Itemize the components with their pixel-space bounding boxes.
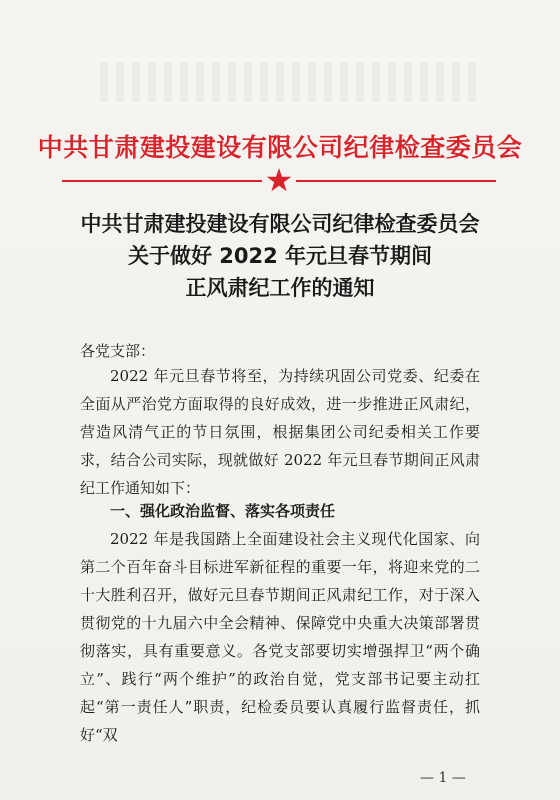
red-star-icon — [266, 167, 292, 193]
section-heading-1: 一、强化政治监督、落实各项责任 — [110, 502, 336, 520]
show-through-text — [100, 62, 480, 102]
doc-title-line-2: 关于做好 2022 年元旦春节期间 — [127, 244, 433, 268]
letterhead-title: 中共甘肃建投建设有限公司纪律检查委员会 — [37, 133, 523, 162]
intro-paragraph: 2022 年元旦春节将至，为持续巩固公司党委、纪委在全面从严治党方面取得的良好成效，进一步推进正风肃纪，营造风清气正的节日氛围，根据集团公司纪委相关工作要求，结合公司实际，现就做好 2022 年元旦春节期间正风肃纪工作通知如下： — [80, 367, 480, 497]
addressee: 各党支部： — [80, 342, 156, 360]
red-rule-right — [296, 180, 496, 182]
red-rule-left — [62, 180, 262, 182]
page-number: — 1 — — [420, 770, 466, 786]
doc-title-line-1: 中共甘肃建投建设有限公司纪律检查委员会 — [80, 212, 480, 236]
section-1-paragraph: 2022 年是我国踏上全面建设社会主义现代化国家、向第二个百年奋斗目标进军新征程的重要一年，将迎来党的二十大胜利召开，做好元旦春节期间正风肃纪工作，对于深入贯彻党的十九届六中全会精神、保障党中央重大决策部署贯彻落实，具有重要意义。各党支部要切实增强捍卫“两个确立”、践行“两个维护”的政治自觉，党支部书记要主动扛起“第一责任人”职责，纪检委员要认真履行监督责任，抓好“双 — [80, 530, 480, 744]
doc-title-line-3: 正风肃纪工作的通知 — [185, 276, 375, 300]
